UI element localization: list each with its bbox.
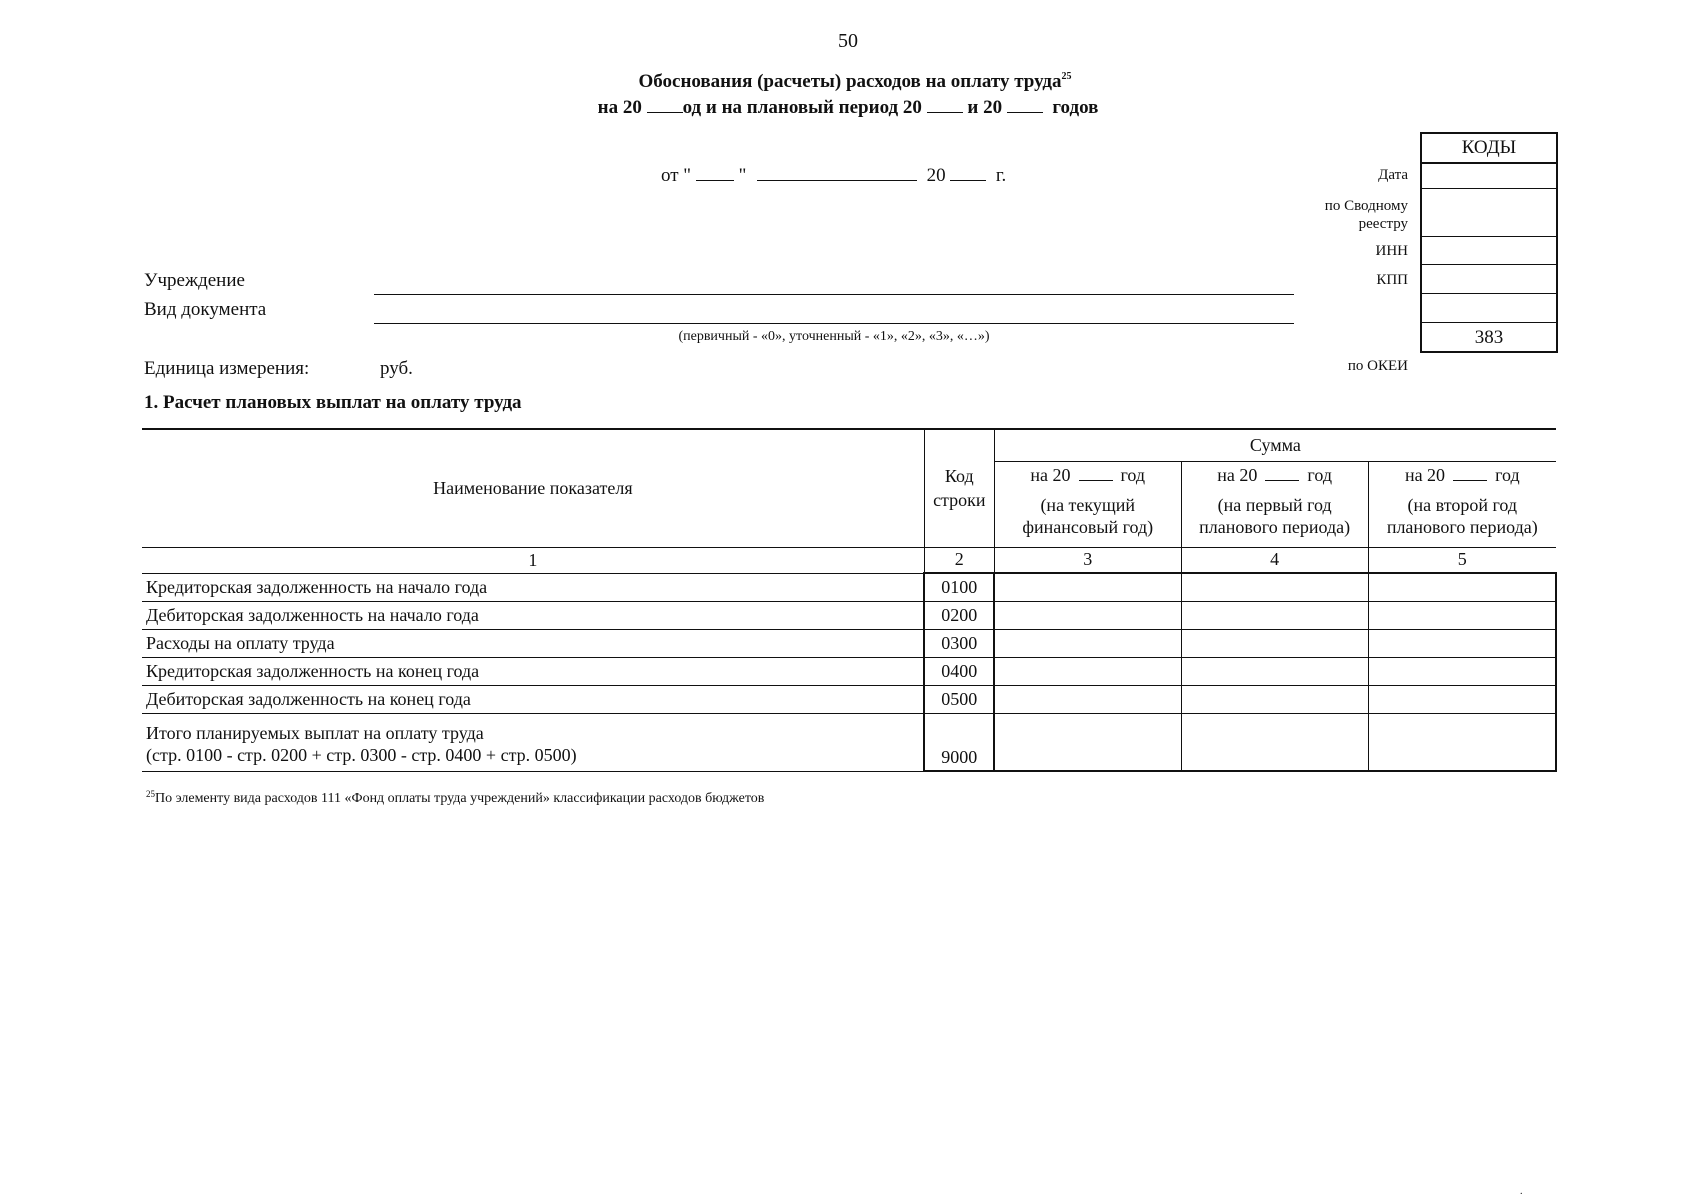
date-quote-close: " <box>738 165 747 186</box>
col5-year-blank[interactable] <box>1453 479 1487 481</box>
total-value-cell[interactable] <box>1368 713 1556 771</box>
row-value-cell[interactable] <box>994 685 1181 713</box>
row-value-cell[interactable] <box>1181 657 1368 685</box>
code-label-registry-line2: реестру <box>1358 216 1408 232</box>
total-row <box>142 713 1556 771</box>
column-number: 3 <box>994 547 1181 573</box>
unit-value: руб. <box>380 358 413 379</box>
doc-type-field[interactable] <box>374 322 1294 324</box>
row-value-cell[interactable] <box>994 573 1181 601</box>
row-name: Дебиторская задолженность на начало года <box>142 601 924 629</box>
row-value-cell[interactable] <box>1368 573 1556 601</box>
institution-label: Учреждение <box>144 270 245 291</box>
date-line <box>661 165 1006 187</box>
row-code: 0500 <box>924 685 994 713</box>
col3-year-prefix: на 20 <box>1030 464 1071 485</box>
code-label-registry-line1: по Сводному <box>1324 198 1408 214</box>
header-code <box>924 429 994 547</box>
col5-desc-line1: (на второй год <box>1407 494 1518 515</box>
header-indicator: Наименование показателя <box>142 429 924 547</box>
col5-year-prefix: на 20 <box>1404 464 1446 485</box>
col3-desc-line1: (на текущий <box>1040 494 1136 515</box>
month-blank[interactable] <box>757 179 917 181</box>
code-kpp-cell[interactable] <box>1422 264 1556 293</box>
row-value-cell[interactable] <box>1368 657 1556 685</box>
row-value-cell[interactable] <box>1368 685 1556 713</box>
date-suffix: г. <box>995 165 1007 186</box>
year-blank[interactable] <box>647 111 683 113</box>
row-value-cell[interactable] <box>1368 601 1556 629</box>
row-value-cell[interactable] <box>994 601 1181 629</box>
column-number: 4 <box>1181 547 1368 573</box>
row-name: Кредиторская задолженность на начало года <box>142 573 924 601</box>
header-code-line2: строки <box>933 490 986 511</box>
doc-type-label: Вид документа <box>144 299 267 320</box>
row-value-cell[interactable] <box>1181 629 1368 657</box>
row-code: 0200 <box>924 601 994 629</box>
code-label-kpp: КПП <box>1376 272 1408 288</box>
row-name: Расходы на оплату труда <box>142 629 924 657</box>
stray-mark: . <box>1520 1186 1523 1197</box>
col4-year-blank[interactable] <box>1265 479 1299 481</box>
day-blank[interactable] <box>696 179 734 181</box>
column-number: 5 <box>1368 547 1556 573</box>
col5-desc-line2: планового периода) <box>1386 516 1538 537</box>
date-year-prefix: 20 <box>926 165 946 186</box>
section-heading: 1. Расчет плановых выплат на оплату труда <box>144 392 522 413</box>
total-name <box>142 713 924 771</box>
form-subtitle <box>0 97 1696 119</box>
subtitle-mid1: од и на плановый период 20 <box>682 97 922 118</box>
table-row <box>142 657 1556 685</box>
doc-type-hint: (первичный - «0», уточненный - «1», «2», «3», «…») <box>678 329 990 344</box>
institution-field[interactable] <box>374 293 1294 295</box>
code-label-date: Дата <box>1378 167 1408 183</box>
table-row <box>142 573 1556 601</box>
code-label-okei: по ОКЕИ <box>1347 358 1408 374</box>
row-value-cell[interactable] <box>1181 573 1368 601</box>
code-okei-cell: 383 <box>1422 322 1556 351</box>
row-value-cell[interactable] <box>1181 601 1368 629</box>
header-sum: Сумма <box>994 429 1556 461</box>
code-date-cell[interactable] <box>1422 162 1556 188</box>
header-col4 <box>1181 461 1368 547</box>
header-col3 <box>994 461 1181 547</box>
subtitle-suffix: годов <box>1052 97 1099 118</box>
codes-header: КОДЫ <box>1461 137 1517 158</box>
row-code: 0300 <box>924 629 994 657</box>
code-registry-cell[interactable] <box>1422 188 1556 236</box>
row-value-cell[interactable] <box>994 629 1181 657</box>
col5-year-suffix: год <box>1495 464 1520 485</box>
row-name: Кредиторская задолженность на конец года <box>142 657 924 685</box>
column-number: 2 <box>924 547 994 573</box>
column-number-row <box>142 547 1556 573</box>
row-value-cell[interactable] <box>1368 629 1556 657</box>
total-value-cell[interactable] <box>994 713 1181 771</box>
row-code: 0400 <box>924 657 994 685</box>
code-inn-cell[interactable] <box>1422 236 1556 264</box>
year-blank[interactable] <box>950 179 986 181</box>
date-prefix: от " <box>661 165 692 186</box>
subtitle-mid2: и 20 <box>967 97 1003 118</box>
unit-label: Единица измерения: <box>144 358 310 379</box>
table-row <box>142 685 1556 713</box>
year-blank[interactable] <box>927 111 963 113</box>
year-blank[interactable] <box>1007 111 1043 113</box>
col3-year-blank[interactable] <box>1079 479 1113 481</box>
col3-desc-line2: финансовый год) <box>1022 516 1154 537</box>
code-label-registry <box>1325 197 1408 233</box>
code-doctype-cell[interactable] <box>1422 293 1556 322</box>
form-title <box>0 71 1696 93</box>
total-value-cell[interactable] <box>1181 713 1368 771</box>
header-code-line1: Код <box>944 466 974 487</box>
code-label-inn: ИНН <box>1375 243 1408 259</box>
total-code: 9000 <box>924 713 994 771</box>
table-row <box>142 629 1556 657</box>
footnote-reference: 25 <box>1061 71 1072 82</box>
row-value-cell[interactable] <box>1181 685 1368 713</box>
col4-desc-line1: (на первый год <box>1217 494 1332 515</box>
table-row <box>142 601 1556 629</box>
page-number: 50 <box>838 30 858 52</box>
codes-box <box>1420 132 1558 353</box>
row-code: 0100 <box>924 573 994 601</box>
form-title-text: Обоснования (расчеты) расходов на оплату труда <box>638 71 1062 92</box>
footnote <box>146 789 764 807</box>
row-name: Дебиторская задолженность на конец года <box>142 685 924 713</box>
col3-year-suffix: год <box>1120 464 1146 485</box>
total-name-line2: (стр. 0100 - стр. 0200 + стр. 0300 - стр. 0400 + стр. 0500) <box>146 745 577 765</box>
col4-year-prefix: на 20 <box>1217 464 1258 485</box>
header-col5 <box>1368 461 1556 547</box>
row-value-cell[interactable] <box>994 657 1181 685</box>
column-number: 1 <box>142 547 924 573</box>
subtitle-prefix: на 20 <box>597 97 642 118</box>
total-name-line1: Итого планируемых выплат на оплату труда <box>146 723 484 743</box>
footnote-marker: 25 <box>146 789 155 799</box>
footnote-text: По элементу вида расходов 111 «Фонд оплаты труда учреждений» классификации расходов бюджетов <box>155 791 765 806</box>
col4-desc-line2: планового периода) <box>1199 516 1351 537</box>
payroll-table <box>142 428 1557 772</box>
col4-year-suffix: год <box>1307 464 1332 485</box>
